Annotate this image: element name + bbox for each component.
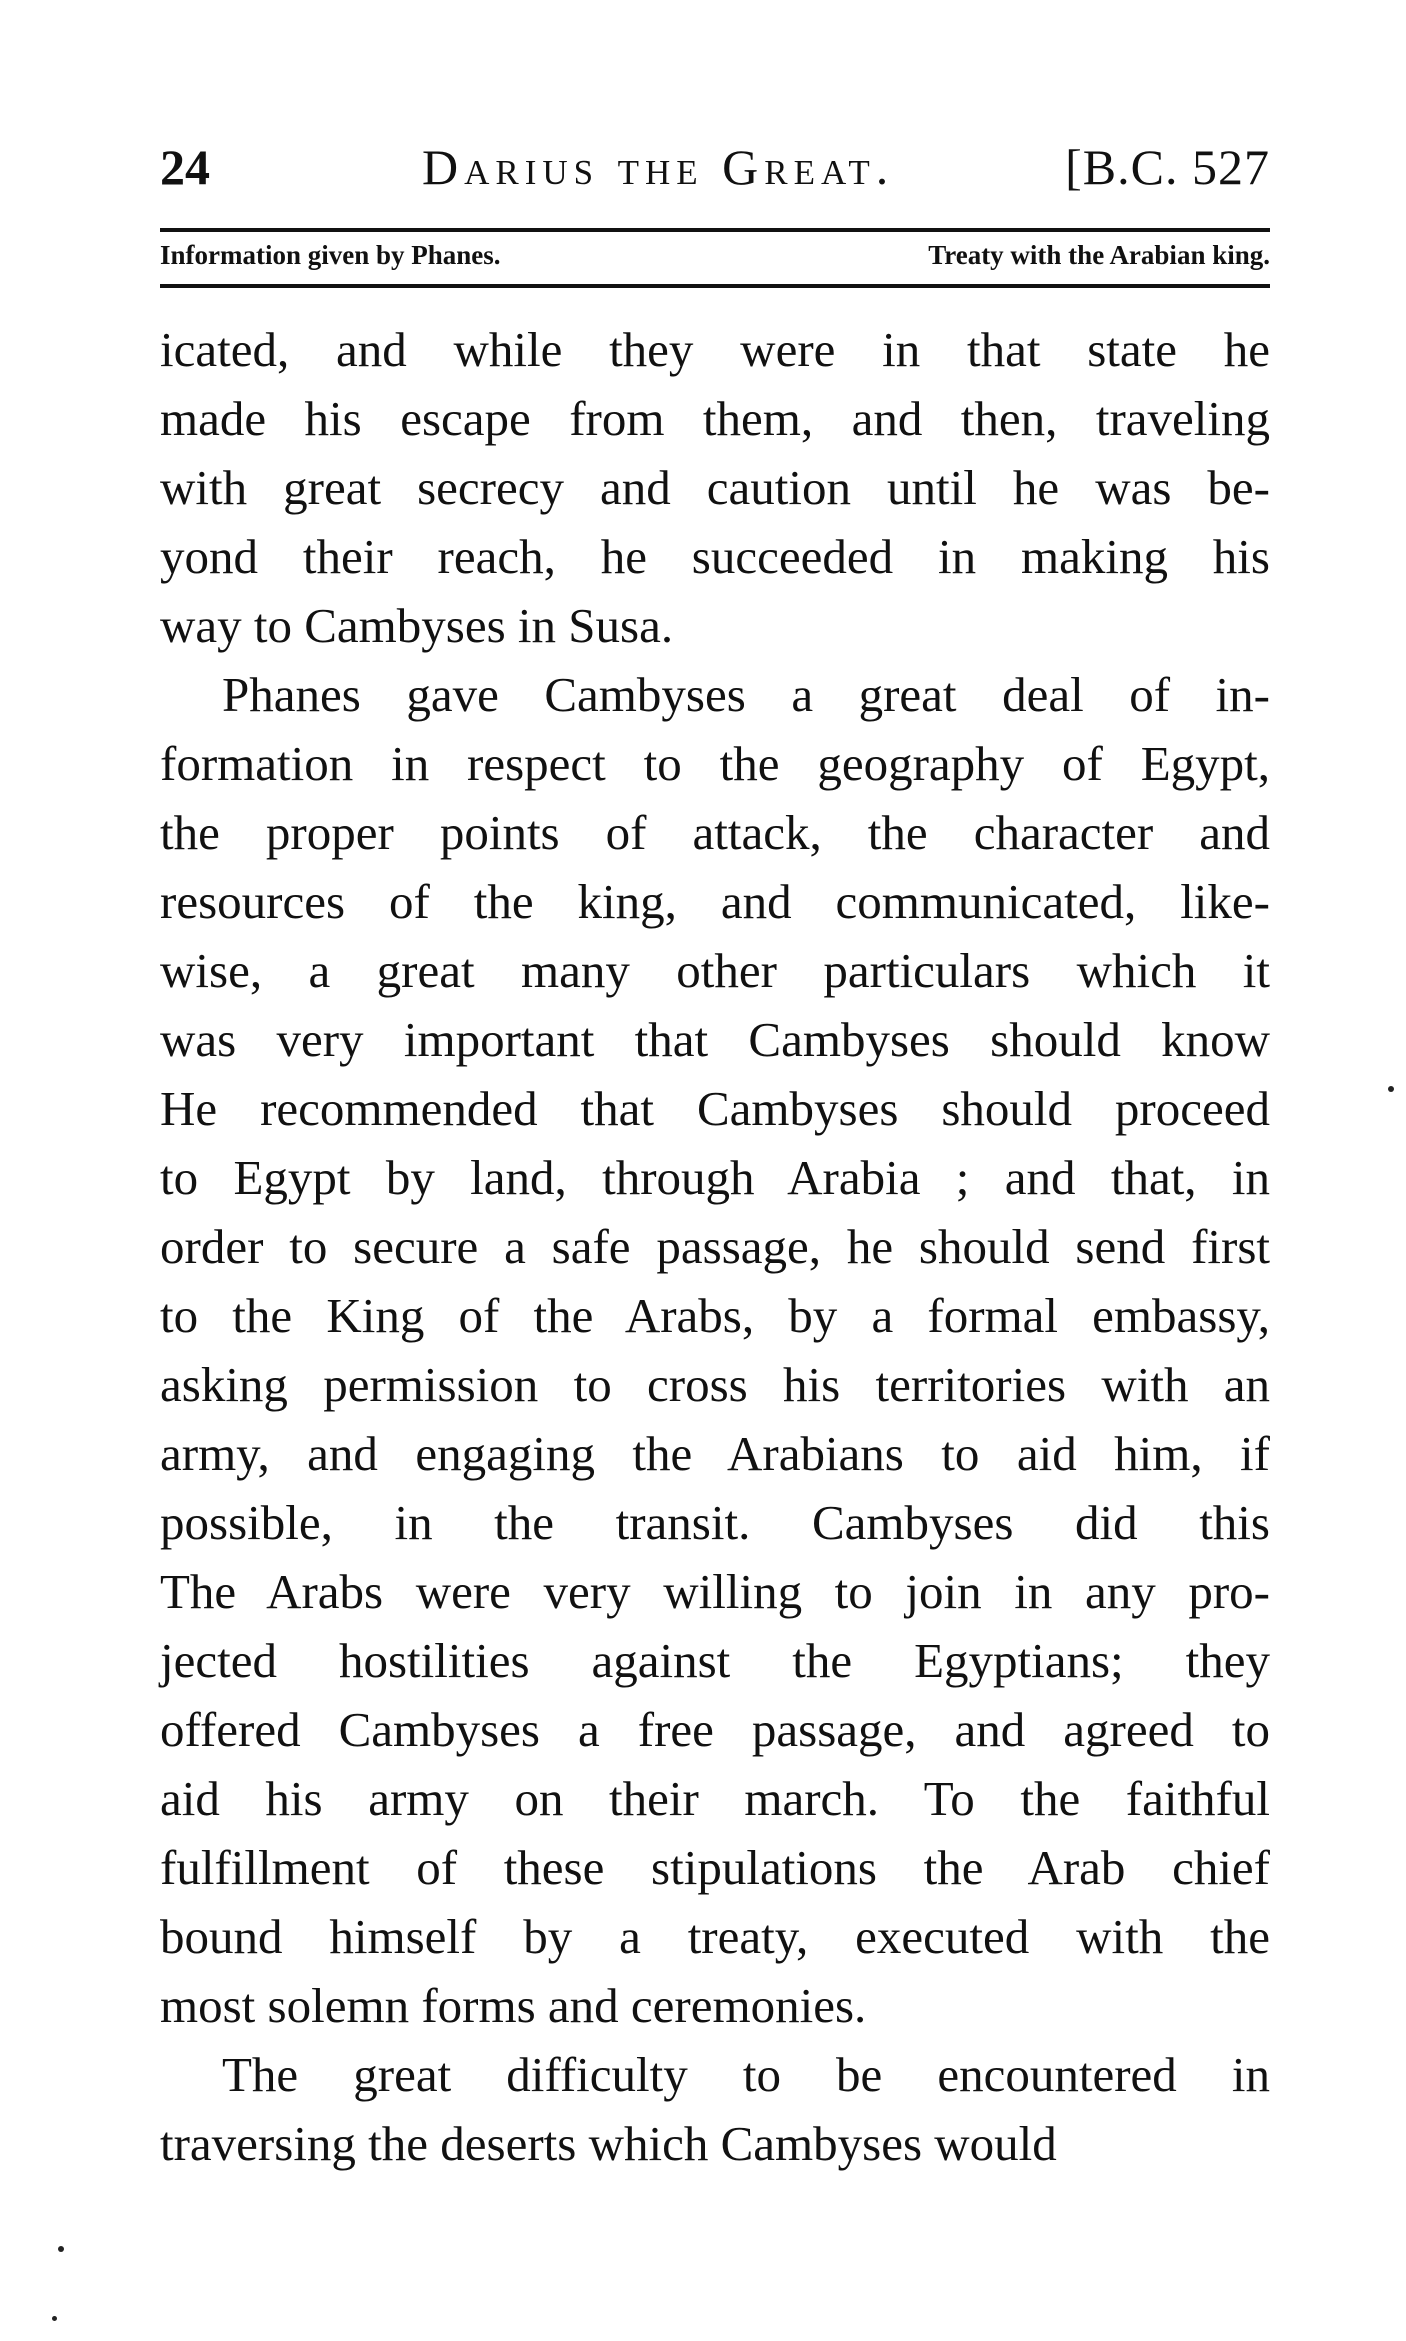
text-line: army, and engaging the Arabians to aid him, if: [160, 1426, 1270, 1481]
text-line: wise, a great many other particulars which it: [160, 943, 1270, 998]
text-line: bound himself by a treaty, executed with the: [160, 1909, 1270, 1964]
text-line: yond their reach, he succeeded in making his: [160, 529, 1270, 584]
text-line: way to Cambyses in Susa.: [160, 598, 674, 653]
paragraph: [160, 315, 1270, 660]
marginal-notes: [160, 240, 1270, 280]
text-line: offered Cambyses a free passage, and agreed to: [160, 1702, 1270, 1757]
paragraph: [160, 660, 1270, 2040]
text-line: asking permission to cross his territories with an: [160, 1357, 1270, 1412]
page-header: [160, 138, 1270, 198]
text-line: icated, and while they were in that state he: [160, 322, 1270, 377]
stray-ink-dot: [1388, 1086, 1394, 1092]
header-rule-bottom: [160, 284, 1270, 288]
sidenote-left: Information given by Phanes.: [160, 240, 501, 270]
page-number: 24: [160, 139, 210, 195]
text-line: formation in respect to the geography of Egypt,: [160, 736, 1270, 791]
text-line: aid his army on their march. To the faithful: [160, 1771, 1270, 1826]
body-text: [160, 315, 1270, 2178]
sidenote-right: Treaty with the Arabian king.: [928, 240, 1270, 270]
text-line: possible, in the transit. Cambyses did this: [160, 1495, 1270, 1550]
header-rule-top: [160, 228, 1270, 232]
text-line: was very important that Cambyses should know: [160, 1012, 1270, 1067]
paragraph: [160, 2040, 1270, 2178]
text-line: He recommended that Cambyses should proceed: [160, 1081, 1270, 1136]
text-line: the proper points of attack, the character and: [160, 805, 1270, 860]
text-line: The great difficulty to be encountered in: [222, 2047, 1270, 2102]
text-line: order to secure a safe passage, he should send first: [160, 1219, 1270, 1274]
text-line: resources of the king, and communicated, like-: [160, 874, 1270, 929]
text-line: made his escape from them, and then, traveling: [160, 391, 1270, 446]
text-line: jected hostilities against the Egyptians; they: [160, 1633, 1270, 1688]
text-line: The Arabs were very willing to join in any pro-: [160, 1564, 1270, 1619]
stray-ink-dot: [58, 2246, 64, 2252]
running-title: Darius the Great.: [422, 139, 895, 195]
text-line: Phanes gave Cambyses a great deal of in-: [222, 667, 1270, 722]
text-line: fulfillment of these stipulations the Arab chief: [160, 1840, 1270, 1895]
text-line: with great secrecy and caution until he was be-: [160, 460, 1270, 515]
text-line: to Egypt by land, through Arabia ; and that, in: [160, 1150, 1270, 1205]
stray-ink-dot: [52, 2316, 57, 2321]
text-line: to the King of the Arabs, by a formal embassy,: [160, 1288, 1270, 1343]
text-line: traversing the deserts which Cambyses would: [160, 2116, 1057, 2171]
date-reference: [B.C. 527: [1065, 139, 1270, 195]
text-line: most solemn forms and ceremonies.: [160, 1978, 867, 2033]
